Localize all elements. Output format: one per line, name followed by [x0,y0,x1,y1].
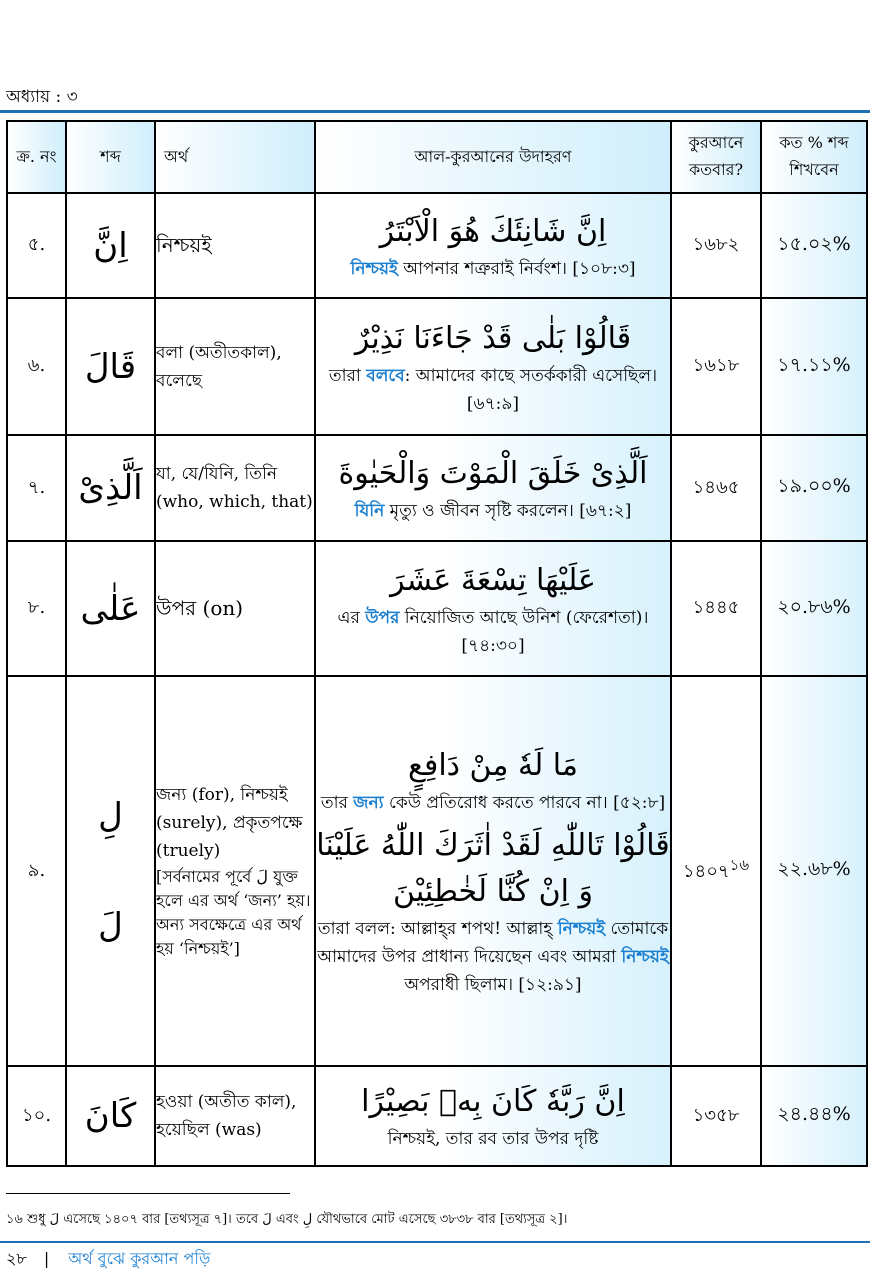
table-row [7,193,867,298]
arabic-word-variant: لَ [98,906,123,946]
highlight-word: নিশ্চয়ই [350,258,398,279]
header-count: কুরআনে কতবার? [671,121,761,193]
occurrence-count: ১৩৫৮ [671,1066,761,1166]
cumulative-percent: ১৫.০২% [761,193,867,298]
cumulative-percent: ২২.৬৮% [761,676,867,1066]
footer-separator: | [43,1249,50,1268]
word-meaning: যা, যে/যিনি, তিনি (who, which, that) [155,435,315,541]
page-number: ২৮ [6,1249,27,1268]
arabic-verse: اِنَّ شَانِئَكَ هُوَ الْاَبْتَرُ [379,213,607,249]
arabic-verse: قَالُوْا تَاللّٰهِ لَقَدْ اٰثَرَكَ اللّٰهُ عَلَيْنَا وَ اِنْ كُنَّا لَخٰطِئِيْنَ [316,828,670,909]
header-sl: ক্র. নং [7,121,66,193]
verse-translation [316,789,670,817]
footnote: ১৬ শুধু لَ এসেছে ১৪০৭ বার [তথ্যসূত্র ৭]। তবে لَ এবং لِ যৌথভাবে মোট এসেছে ৩৮৩৮ বার [তথ্যসূত্র ২]। [6,1212,568,1227]
table-row [7,298,867,435]
highlight-word: বলবে [366,365,405,386]
verse-translation: নিশ্চয়ই, তার রব তার উপর দৃষ্টি [387,1129,599,1149]
translation-text: আপনার শত্রুরাই নির্বংশ। [১০৮:৩] [397,258,636,279]
header-meaning: অর্থ [155,121,315,193]
chapter-label: অধ্যায় : ৩ [6,87,78,107]
top-divider [0,110,870,113]
translation-text: : আমাদের কাছে সতর্ককারী এসেছিল। [৬৭:৯] [404,365,658,414]
highlight-word: নিশ্চয়ই [621,947,669,967]
cumulative-percent: ১৯.০০% [761,435,867,541]
quran-example [315,1066,671,1166]
translation-text: তারা [328,365,367,386]
arabic-word [66,676,155,1066]
word-meaning: বলা (অতীতকাল), বলেছে [155,298,315,435]
highlight-word: উপর [365,607,400,628]
occurrence-count: ১৬৮২ [671,193,761,298]
row-number: ৭. [7,435,66,541]
verse-translation [316,915,670,999]
translation-text: নিয়োজিত আছে উনিশ (ফেরেশতা)। [৭৪:৩০] [399,607,649,656]
arabic-word: اِنَّ [66,193,155,298]
translation-text: তারা বলল: আল্লাহ্‌র শপথ! আল্লাহ্‌ [317,919,558,939]
quran-example [315,676,671,1066]
arabic-word: قَالَ [66,298,155,435]
arabic-word: اَلَّذِیْ [66,435,155,541]
arabic-verse: اَلَّذِىْ خَلَقَ الْمَوْتَ وَالْحَيٰوةَ [338,456,648,491]
quran-example [315,298,671,435]
count-value: ১৪০৭ [682,861,730,882]
verse-translation [316,604,670,660]
header-word: শব্দ [66,121,155,193]
row-number: ৯. [7,676,66,1066]
quran-example [315,435,671,541]
occurrence-count: ১৪৬৫ [671,435,761,541]
table-header-row [7,121,867,193]
word-meaning [155,676,315,1066]
row-number: ১০. [7,1066,66,1166]
occurrence-count: ১৬১৮ [671,298,761,435]
translation-text: মৃত্যু ও জীবন সৃষ্টি করলেন। [৬৭:২] [384,501,632,521]
row-number: ৮. [7,541,66,676]
translation-text: তোমাকে আমাদের উপর প্রাধান্য দিয়েছেন এবং আমরা [317,919,669,967]
translation-text: অপরাধী ছিলাম। [১২:৯১] [404,975,582,995]
highlight-word: জন্য [353,793,384,813]
verse-translation [316,497,670,525]
translation-text: তার [320,793,354,813]
quran-example [315,193,671,298]
verse-translation [316,255,670,283]
meaning-text: জন্য (for), নিশ্চয়ই (surely), প্রকৃতপক্ষে (truely) [156,785,303,861]
book-title: অর্থ বুঝে কুরআন পড়ি [68,1249,211,1268]
arabic-word: عَلٰى [66,541,155,676]
arabic-verse: عَلَيْهَا تِسْعَةَ عَشَرَ [390,562,596,598]
table-row [7,1066,867,1166]
table-row [7,541,867,676]
arabic-verse: اِنَّ رَبَّهٗ كَانَ بِهٖ بَصِيْرًا [361,1084,625,1119]
arabic-word: كَانَ [66,1066,155,1166]
footnote-divider [6,1193,290,1194]
arabic-verse: قَالُوْا بَلٰى قَدْ جَاءَنَا نَذِيْرٌ [354,320,632,356]
occurrence-count [671,676,761,1066]
arabic-word-variant: لِ [98,796,123,836]
translation-text: কেউ প্রতিরোধ করতে পারবে না। [৫২:৮] [383,793,666,813]
footnote-ref: ১৬ [729,856,750,874]
occurrence-count: ১৪৪৫ [671,541,761,676]
row-number: ৫. [7,193,66,298]
quran-example [315,541,671,676]
cumulative-percent: ২০.৮৬% [761,541,867,676]
word-meaning: হওয়া (অতীত কাল), হয়েছিল (was) [155,1066,315,1166]
word-meaning: উপর (on) [155,541,315,676]
verse-translation [316,362,670,418]
cumulative-percent: ২৪.৪৪% [761,1066,867,1166]
translation-text: এর [337,607,366,628]
row-number: ৬. [7,298,66,435]
header-example: আল-কুরআনের উদাহরণ [315,121,671,193]
page-footer [6,1246,210,1273]
word-meaning: নিশ্চয়ই [155,193,315,298]
highlight-word: যিনি [354,501,385,521]
table-row [7,676,867,1066]
arabic-verse: مَا لَهٗ مِنْ دَافِعٍ [408,748,578,783]
bottom-divider [0,1241,870,1243]
highlight-word: নিশ্চয়ই [557,919,606,939]
cumulative-percent: ১৭.১১% [761,298,867,435]
table-row [7,435,867,541]
header-percent: কত % শব্দ শিখবেন [761,121,867,193]
meaning-note: [সর্বনামের পূর্বে لَ যুক্ত হলে এর অর্থ ‘জন্য’ হয়। অন্য সবক্ষেত্রে এর অর্থ হয় ‘নিশ্চয়ই’] [156,867,311,958]
word-table [6,120,868,1167]
